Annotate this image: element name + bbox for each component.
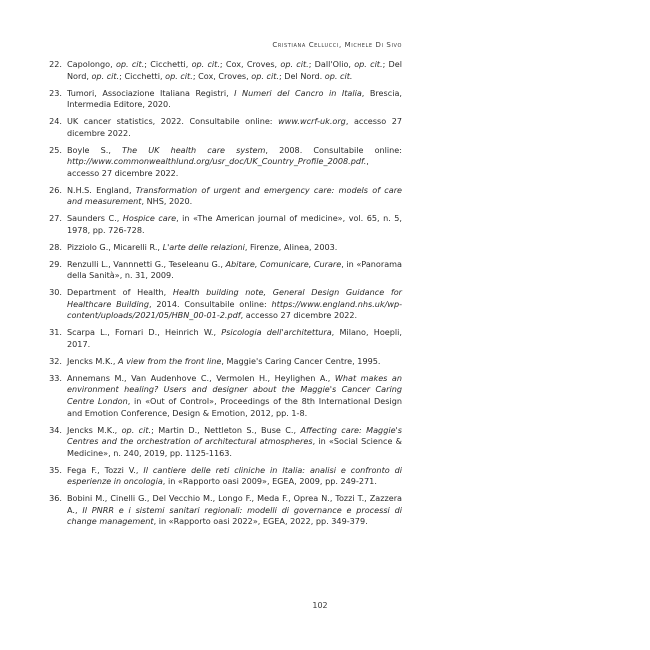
footnote-text-segment: Department of Health,: [67, 287, 173, 298]
footnote-text-segment: Fega F., Tozzi V.,: [67, 464, 144, 475]
footnote-item: [46, 88, 402, 111]
footnote-title-segment: L'arte delle relazioni: [162, 241, 245, 252]
footnote-title-segment: op. cit.: [280, 59, 309, 69]
footnote-title-segment: http://www.commonwealthlund.org/usr_doc/UK_Country_Profile_2008.pdf.: [67, 156, 367, 167]
footnote-number: 29.: [49, 258, 62, 269]
footnote-text: [67, 88, 402, 111]
footnote-text: [67, 59, 402, 82]
footnote-text-segment: Pizziolo G., Micarelli R.,: [67, 241, 163, 252]
footnote-title-segment: A view from the front line: [118, 355, 222, 366]
footnote-item: [46, 259, 402, 282]
footnote-title-segment: op. cit.: [165, 70, 193, 81]
footnote-item: [46, 287, 402, 322]
footnote-text-segment: Boyle S.,: [67, 144, 123, 155]
footnote-title-segment: I Numeri del Cancro in Italia: [234, 87, 362, 98]
footnote-number: 23.: [49, 87, 62, 98]
footnote-text: [67, 116, 402, 139]
footnote-text-segment: , NHS, 2020.: [141, 196, 193, 207]
footnote-title-segment: Abitare, Comunicare, Curare: [225, 258, 342, 269]
footnote-title-segment: Transformation of urgent and emergency care: models of care and measurement: [67, 184, 403, 207]
footnote-text-segment: ; Martin D., Nettleton S., Buse C.,: [151, 424, 301, 435]
footnote-item: [46, 493, 402, 528]
footnote-text-segment: Jencks M.K.,: [67, 355, 119, 366]
footnote-title-segment: op. cit.: [251, 70, 279, 81]
footnote-text-segment: ; Del Nord.: [278, 70, 325, 81]
footnote-text-segment: , Maggie's Caring Cancer Centre, 1995.: [221, 355, 381, 366]
footnote-item: [46, 356, 402, 368]
footnote-list: [46, 59, 402, 533]
footnote-text-segment: , Milano, Hoepli, 2017.: [67, 327, 402, 349]
footnote-text-segment: N.H.S. England,: [67, 184, 136, 195]
footnote-item: [46, 116, 402, 139]
footnote-number: 34.: [49, 424, 62, 435]
footnote-title-segment: op. cit.: [91, 70, 120, 81]
running-head: Cristiana Cellucci, Michele Di Sivo: [272, 41, 402, 49]
footnote-title-segment: What makes an environment healing? Users and designer about the Maggie's Cancer Caring Centre London: [67, 372, 402, 407]
footnote-number: 22.: [49, 59, 62, 69]
footnote-number: 28.: [49, 241, 62, 252]
footnote-text-segment: , accesso 27 dicembre 2022.: [67, 116, 402, 138]
footnote-text-segment: Capolongo,: [67, 59, 116, 69]
footnote-title-segment: op. cit.: [354, 59, 383, 69]
footnote-text-segment: Jencks M.K.,: [67, 424, 122, 435]
footnote-text: [67, 259, 402, 282]
footnote-text-segment: Annemans M., Van Audenhove C., Vermolen H., Heylighen A.,: [67, 372, 335, 383]
footnote-title-segment: op. cit.: [115, 59, 145, 69]
footnote-number: 32.: [49, 355, 62, 366]
footnote-title-segment: op. cit.: [191, 59, 220, 69]
footnote-number: 36.: [49, 493, 62, 504]
footnote-text-segment: ; Cicchetti,: [119, 70, 166, 81]
footnote-text: [67, 145, 402, 180]
footnote-title-segment: The UK health care system: [122, 144, 266, 155]
footnote-item: [46, 145, 402, 180]
footnote-text: [67, 213, 402, 236]
footnote-text-segment: UK cancer statistics, 2022. Consultabile online:: [67, 116, 279, 127]
footnote-text: [67, 465, 402, 488]
footnote-text-segment: , 2008. Consultabile online:: [265, 144, 402, 155]
footnote-text-segment: ; Cicchetti,: [144, 59, 192, 69]
footnote-title-segment: Il cantiere delle reti cliniche in Italia: analisi e confronto di esperienze in oncologia: [67, 464, 402, 487]
footnote-number: 31.: [49, 327, 62, 338]
footnote-text-segment: , in «Panorama della Sanità», n. 31, 2009.: [67, 258, 402, 281]
footnote-number: 33.: [49, 372, 62, 383]
footnote-text-segment: , in «Rapporto oasi 2022», EGEA, 2022, pp. 349-379.: [153, 516, 368, 527]
footnote-item: [46, 327, 402, 350]
footnote-text-segment: ; Del Nord,: [67, 59, 402, 81]
footnote-number: 26.: [49, 184, 62, 195]
footnote-text-segment: , Firenze, Alinea, 2003.: [244, 241, 338, 252]
footnote-text-segment: Tumori, Associazione Italiana Registri,: [67, 87, 235, 98]
footnote-item: [46, 373, 402, 419]
footnote-text-segment: Renzulli L., Vannnetti G., Teseleanu G.,: [67, 258, 226, 269]
footnote-number: 30.: [49, 287, 62, 298]
footnote-item: [46, 242, 402, 254]
footnote-item: [46, 425, 402, 460]
footnote-text: [67, 493, 402, 528]
footnote-text-segment: ; Cox, Croves,: [219, 59, 281, 69]
footnote-item: [46, 185, 402, 208]
footnote-title-segment: Psicologia dell'architettura: [221, 327, 332, 338]
footnote-item: [46, 213, 402, 236]
footnote-item: [46, 465, 402, 488]
footnote-text-segment: , Brescia, Intermedia Editore, 2020.: [67, 87, 402, 110]
footnote-title-segment: op. cit.: [121, 424, 152, 435]
footnote-title-segment: Il PNRR e i sistemi sanitari regionali: modelli di governance e processi di change management: [67, 504, 402, 527]
page-number: 102: [312, 601, 328, 610]
footnote-text-segment: ; Cox, Croves,: [192, 70, 252, 81]
footnote-text: [67, 287, 402, 322]
footnote-text-segment: Scarpa L., Fornari D., Heinrich W.,: [67, 327, 222, 338]
footnote-title-segment: Hospice care: [122, 213, 177, 224]
footnote-text-segment: ; Dall'Olio,: [308, 59, 355, 69]
footnote-item: [46, 59, 402, 82]
footnote-title-segment: op. cit.: [324, 70, 353, 81]
footnote-title-segment: Health building note, General Design Guidance for Healthcare Building: [67, 287, 402, 309]
footnote-text-segment: , in «The American journal of medicine», vol. 65, n. 5, 1978, pp. 726-728.: [67, 213, 402, 235]
footnote-text-segment: , 2014. Consultabile online:: [148, 298, 272, 309]
footnote-text: [67, 356, 402, 368]
footnote-title-segment: www.wcrf-uk.org: [278, 116, 346, 127]
footnote-number: 27.: [49, 213, 62, 224]
footnote-text-segment: , in «Out of Control», Proceedings of the 8th International Design and Emotion Conference, Design & Emotion, 2012, pp. 1-8.: [67, 396, 403, 418]
footnote-text-segment: , accesso 27 dicembre 2022.: [240, 310, 358, 321]
footnote-text-segment: Saunders C.,: [67, 213, 123, 224]
footnote-number: 24.: [49, 116, 62, 127]
footnote-title-segment: Affecting care: Maggie's Centres and the orchestration of architectural atmospheres: [67, 424, 403, 447]
footnote-text-segment: , in «Social Science & Medicine», n. 240, 2019, pp. 1125-1163.: [67, 436, 402, 458]
footnote-text: [67, 327, 402, 350]
footnote-text-segment: , in «Rapporto oasi 2009», EGEA, 2009, pp. 249-271.: [162, 476, 377, 487]
footnote-text-segment: , accesso 27 dicembre 2022.: [67, 156, 369, 178]
footnote-text: [67, 185, 402, 208]
footnote-number: 25.: [49, 144, 62, 155]
footnote-title-segment: https://www.england.nhs.uk/wp-content/uploads/2021/05/HBN_00-01-2.pdf: [67, 298, 403, 321]
footnote-number: 35.: [49, 464, 62, 475]
footnote-text: [67, 373, 402, 419]
footnote-text-segment: Bobini M., Cinelli G., Del Vecchio M., Longo F., Meda F., Oprea N., Tozzi T., Zazzera A.,: [67, 493, 402, 515]
footnote-text: [67, 425, 402, 460]
footnote-text: [67, 242, 402, 254]
